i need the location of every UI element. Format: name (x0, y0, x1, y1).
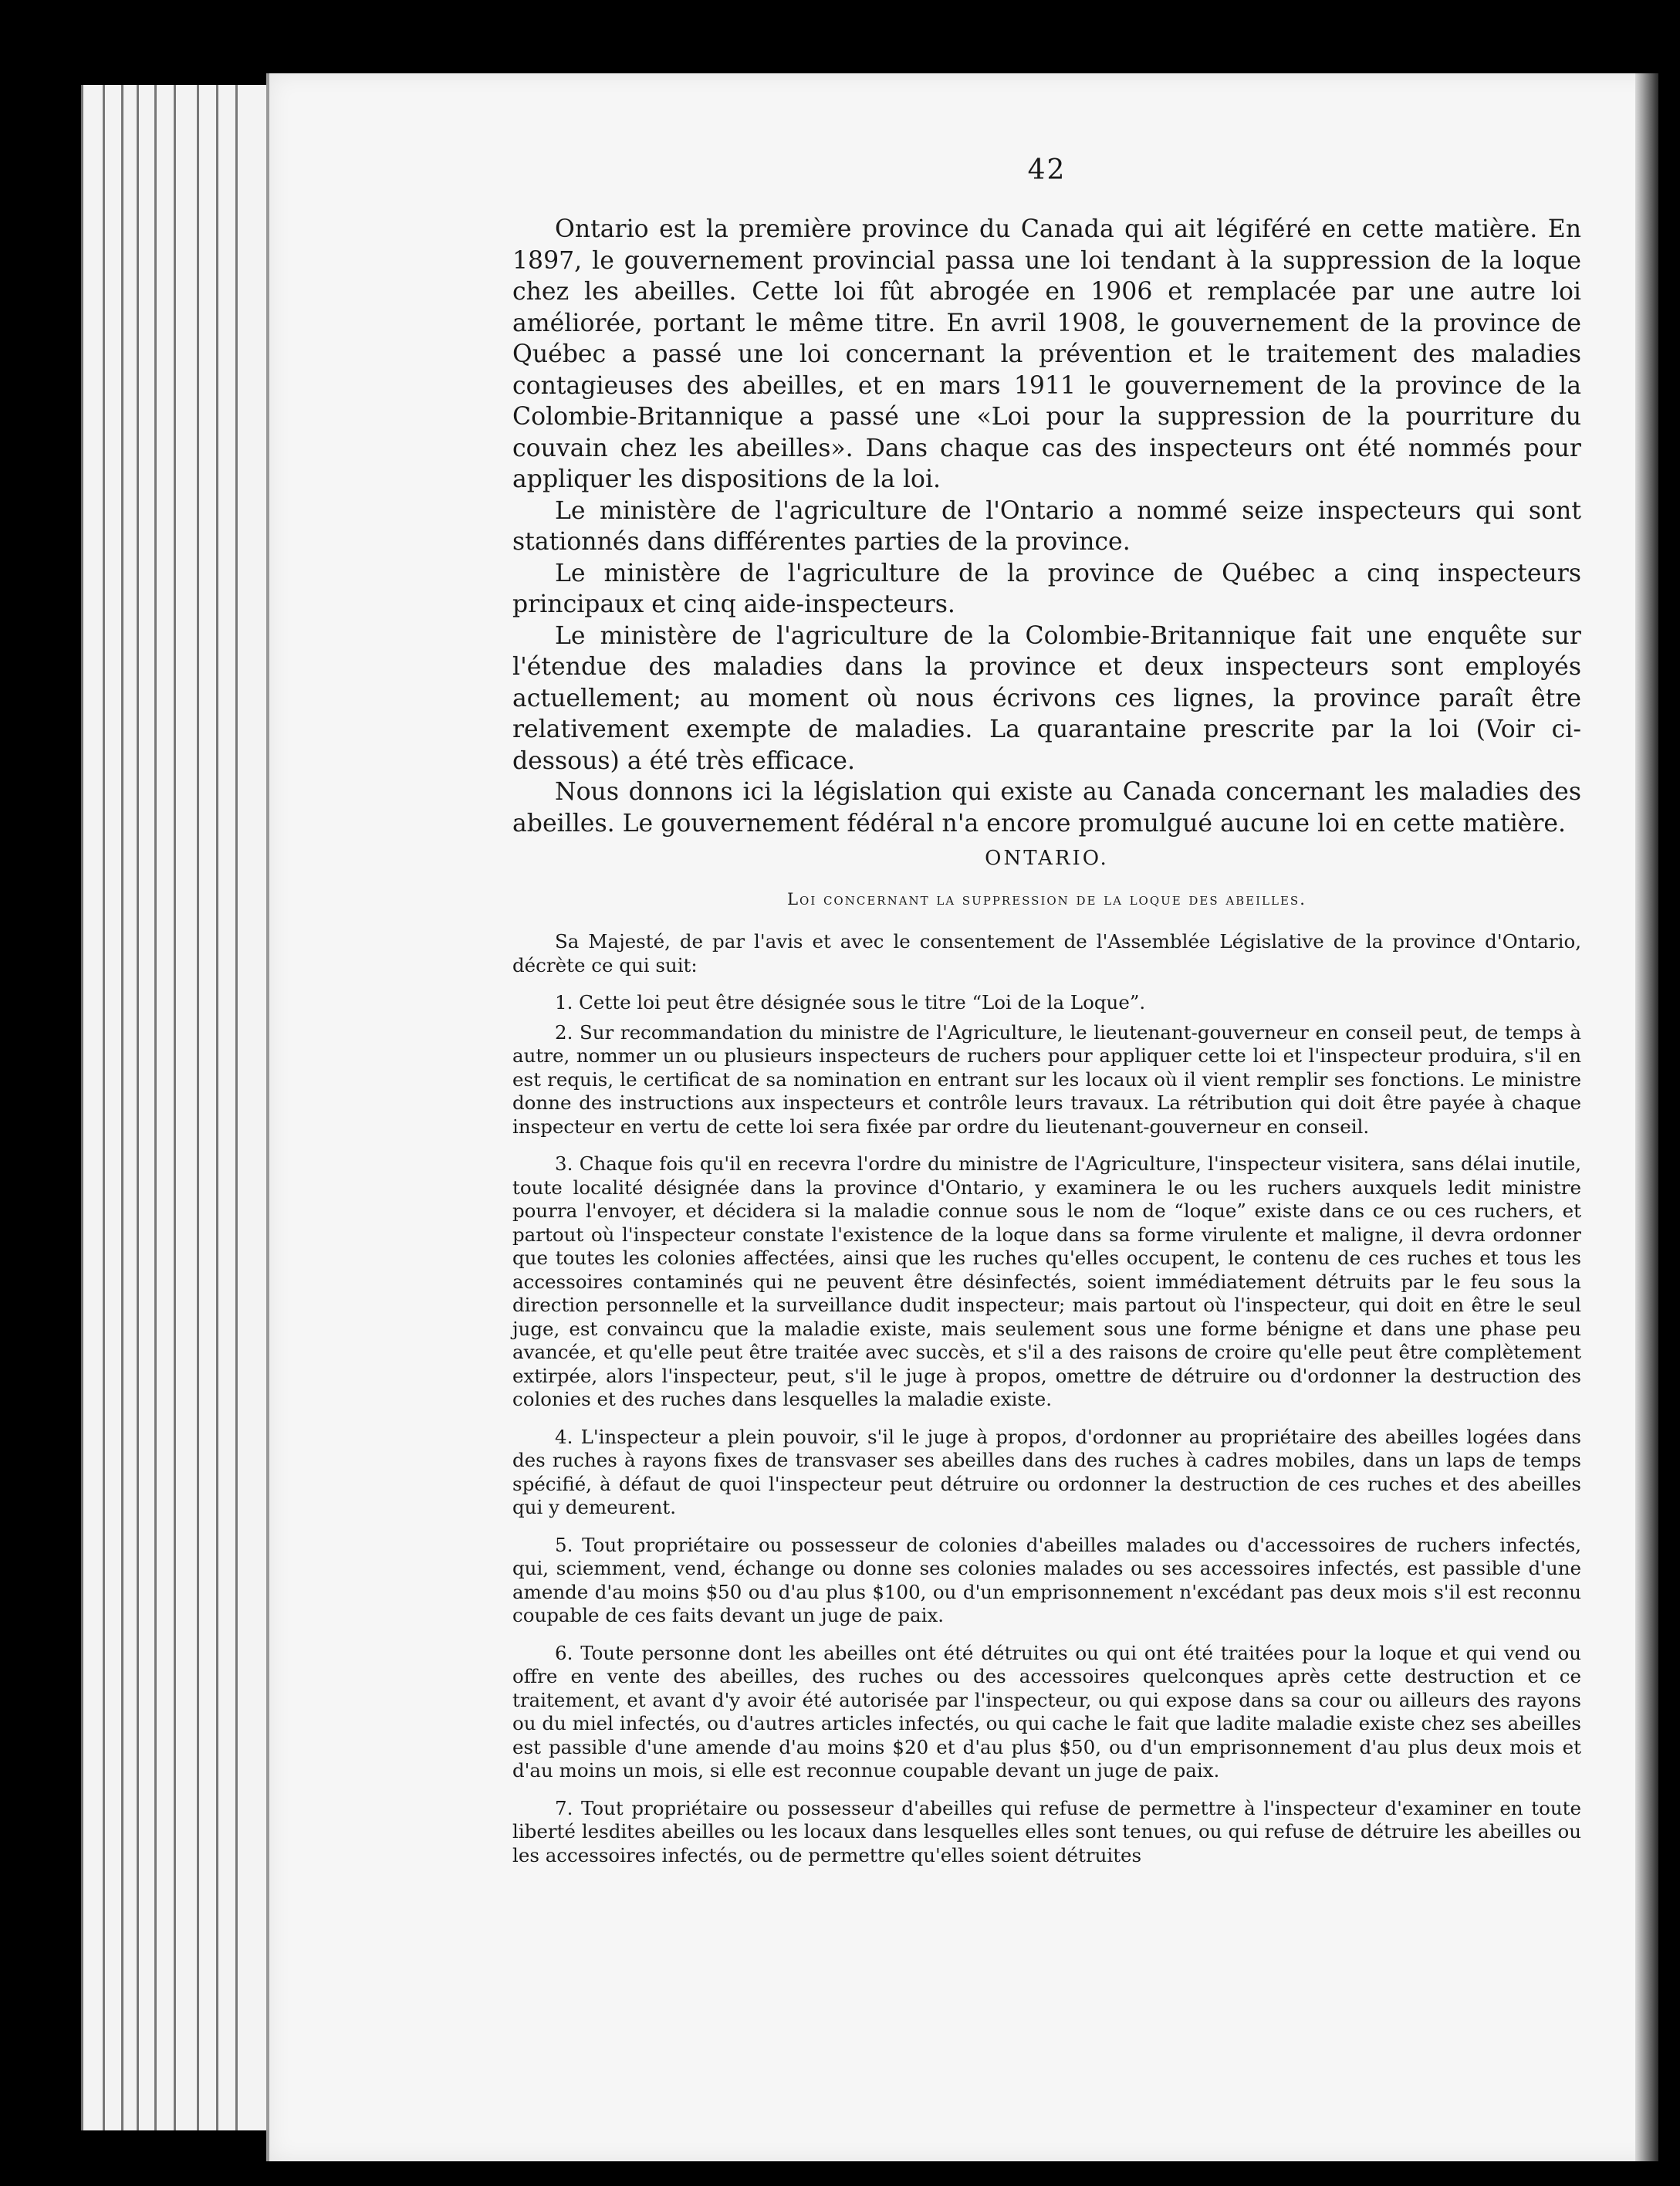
law-paragraph: 3. Chaque fois qu'il en recevra l'ordre du ministre de l'Agriculture, l'inspecteur visitera, sans délai inutile, toute localité désignée dans la province d'Ontario, y examinera le ou les ruchers auxquels ledit ministre pourra l'envoyer, et décidera si la maladie connue sous le nom de “loque” existe dans ce ou ces ruchers, et partout où l'inspecteur constate l'existence de la loque dans sa forme virulente et maligne, il devra ordonner que toutes les colonies affectées, ainsi que les ruches qu'elles occupent, le contenu de ces ruches et tous les accessoires contaminés qui ne peuvent être désinfectés, soient immédiatement détruits par le feu sous la direction personnelle et la surveillance dudit inspecteur; mais partout où l'inspecteur, qui doit en être le seul juge, est convaincu que la maladie existe, mais seulement sous une forme bénigne et dans une phase peu avancée, et qu'elle peut être traitée avec succès, et s'il a des raisons de croire qu'elle peut être complètement extirpée, alors l'inspecteur, peut, s'il le juge à propos, omettre de détruire ou d'ordonner la destruction des colonies et des ruches dans lesquelles la maladie existe. (512, 1152, 1581, 1410)
page-edges (81, 85, 282, 2130)
law-paragraph: 2. Sur recommandation du ministre de l'Agriculture, le lieutenant-gouverneur en conseil peut, de temps à autre, nommer un ou plusieurs inspecteurs de ruchers pour appliquer cette loi et l'inspecteur produira, s'il en est requis, le certificat de sa nomination en entrant sur les locaux où il vient remplir ses fonctions. Le ministre donne des instructions aux inspecteurs et contrôle leurs travaux. La rétribution qui doit être payée à chaque inspecteur en vertu de cette loi sera fixée par ordre du lieutenant-gouverneur en conseil. (512, 1020, 1581, 1138)
paragraph: Ontario est la première province du Canada qui ait légiféré en cette matière. En 1897, le gouvernement provincial passa une loi tendant à la suppression de la loque chez les abeilles. Cette loi fût abrogée en 1906 et remplacée par une autre loi améliorée, portant le même titre. En avril 1908, le gouvernement de la province de Québec a passé une loi concernant la prévention et le traitement des maladies contagieuses des abeilles, et en mars 1911 le gouvernement de la province de la Colombie-Britannique a passé une «Loi pour la suppression de la pourriture du couvain chez les abeilles». Dans chaque cas des inspecteurs ont été nommés pour appliquer les dispositions de la loi. (512, 215, 1581, 493)
paragraph: Le ministère de l'agriculture de l'Ontario a nommé seize inspecteurs qui sont stationnés dans différentes parties de la province. (512, 496, 1581, 556)
law-title: Loi concernant la suppression de la loque des abeilles. (787, 890, 1306, 909)
spine-shadow (1635, 73, 1658, 2161)
paragraph: Nous donnons ici la législation qui existe au Canada concernant les maladies des abeilles. Le gouvernement fédéral n'a encore promulgué aucune loi en cette matière. (512, 778, 1581, 838)
page-content (512, 154, 1581, 1881)
paragraph: Le ministère de l'agriculture de la Colombie-Britannique fait une enquête sur l'étendue des maladies dans la province et deux inspecteurs sont employés actuellement; au moment où nous écrivons ces lignes, la province paraît être relativement exempte de maladies. La quarantaine prescrite par la loi (Voir ci-dessous) a été très efficace. (512, 621, 1581, 775)
intro-text (512, 214, 1581, 839)
section-title: ONTARIO. (985, 847, 1109, 870)
law-paragraph: 5. Tout propriétaire ou possesseur de colonies d'abeilles malades ou d'accessoires de ruchers infectés, qui, sciemment, vend, échange ou donne ses colonies malades ou ses accessoires infectés, est passible d'une amende d'au moins $50 ou d'au plus $100, ou d'un emprisonnement n'excédant pas deux mois s'il est reconnu coupable de ces faits devant un juge de paix. (512, 1533, 1581, 1626)
law-text (512, 930, 1581, 1867)
law-paragraph: Sa Majesté, de par l'avis et avec le consentement de l'Assemblée Législative de la province d'Ontario, décrète ce qui suit: (512, 930, 1581, 976)
page-number: 42 (1027, 154, 1066, 186)
law-paragraph: 4. L'inspecteur a plein pouvoir, s'il le juge à propos, d'ordonner au propriétaire des abeilles logées dans des ruches à rayons fixes de transvaser ses abeilles dans des ruches à cadres mobiles, dans un laps de temps spécifié, à défaut de quoi l'inspecteur peut détruire ou ordonner la destruction de ces ruches et des abeilles qui y demeurent. (512, 1425, 1581, 1518)
book-page (266, 73, 1658, 2161)
law-paragraph: 1. Cette loi peut être désignée sous le titre “Loi de la Loque”. (555, 991, 1146, 1013)
law-paragraph: 6. Toute personne dont les abeilles ont été détruites ou qui ont été traitées pour la loque et qui vend ou offre en vente des abeilles, des ruches ou des accessoires quelconques après cette destruction et ce traitement, et avant d'y avoir été autorisée par l'inspecteur, ou qui expose dans sa cour ou ailleurs des rayons ou du miel infectés, ou d'autres articles infectés, ou qui cache le fait que ladite maladie existe chez ses abeilles est passible d'une amende d'au moins $20 et d'au plus $50, ou d'un emprisonnement d'au plus deux mois et d'au moins un mois, si elle est reconnue coupable devant un juge de paix. (512, 1641, 1581, 1782)
paragraph: Le ministère de l'agriculture de la province de Québec a cinq inspecteurs principaux et cinq aide-inspecteurs. (512, 559, 1581, 618)
law-paragraph: 7. Tout propriétaire ou possesseur d'abeilles qui refuse de permettre à l'inspecteur d'examiner en toute liberté lesdites abeilles ou les locaux dans lesquelles elles sont tenues, ou qui refuse de détruire les abeilles ou les accessoires infectés, ou de permettre qu'elles soient détruites (512, 1796, 1581, 1866)
